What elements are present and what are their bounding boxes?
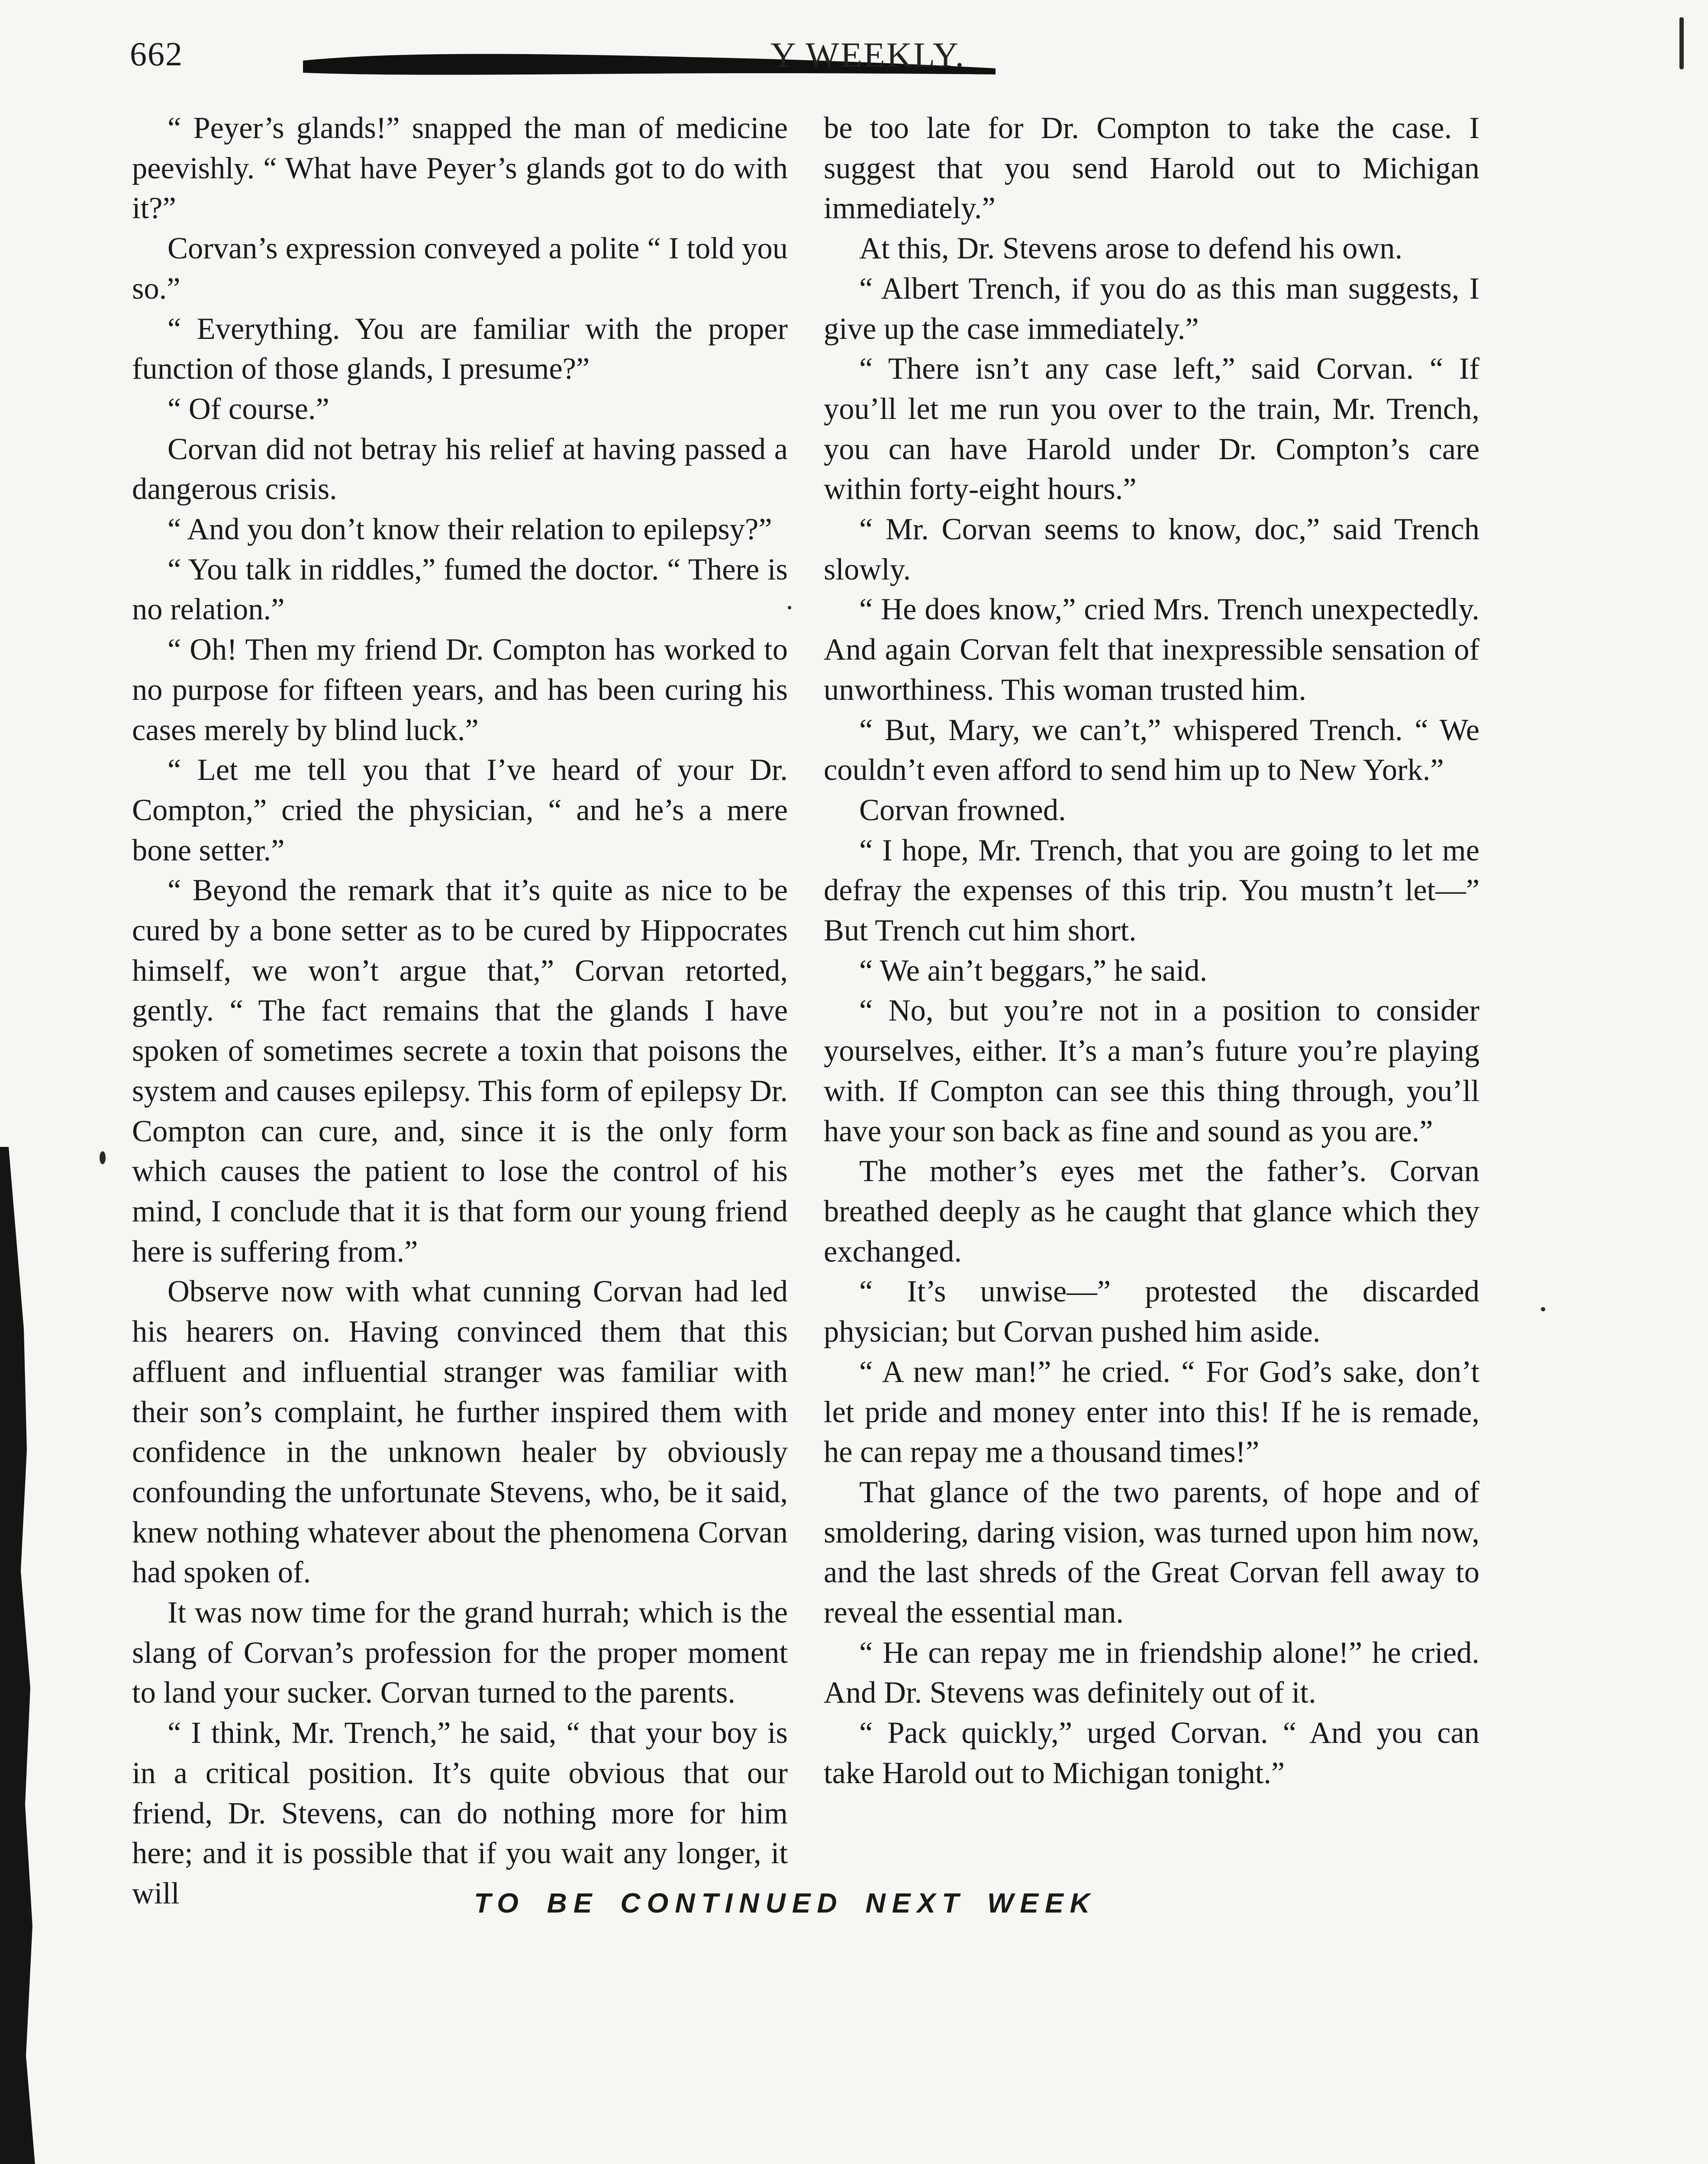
paragraph: “ I think, Mr. Trench,” he said, “ that your boy is in a critical position. It’s quite obvious that our friend, Dr. Stevens, can do nothing more for him here; and it is possible that if you wait any longer, it will (132, 1716, 788, 1910)
paragraph: Observe now with what cunning Corvan had led his hearers on. Having convinced them that this affluent and influential stranger was familiar with their son’s complaint, he further inspired them with confidence in the unknown healer by obviously confounding the unfortunate Stevens, who, be it said, knew nothing whatever about the phenomena Corvan had spoken of. (132, 1275, 788, 1590)
paragraph: “ Oh! Then my friend Dr. Compton has worked to no purpose for fifteen years, and has been curing his cases merely by blind luck.” (132, 633, 788, 747)
right-column (824, 108, 1479, 1794)
paragraph: “ Everything. You are familiar with the proper function of those glands, I presume?” (132, 312, 788, 386)
paragraph: “ He does know,” cried Mrs. Trench unexpectedly. And again Corvan felt that inexpressible sensation of unworthiness. This woman trusted him. (824, 593, 1479, 707)
ink-speck (1679, 17, 1684, 69)
paragraph: “ But, Mary, we can’t,” whispered Trench. “ We couldn’t even afford to send him up to New York.” (824, 713, 1479, 787)
paragraph: “ Pack quickly,” urged Corvan. “ And you can take Harold out to Michigan tonight.” (824, 1716, 1479, 1790)
ink-speck (788, 606, 791, 609)
paragraph: “ Beyond the remark that it’s quite as nice to be cured by a bone setter as to be cured by Hippocrates himself, we won’t argue that,” Corvan retorted, gently. “ The fact remains that the glands I have spoken of sometimes secrete a toxin that poisons the system and causes epilepsy. This form of epilepsy Dr. Compton can cure, and, since it is the only form which causes the patient to lose the control of his mind, I conclude that it is that form our young friend here is suffering from.” (132, 873, 788, 1269)
paragraph: “ A new man!” he cried. “ For God’s sake, don’t let pride and money enter into this! If he is remade, he can repay me a thousand times!” (824, 1355, 1479, 1469)
page-header (130, 30, 1203, 108)
paragraph: Corvan did not betray his relief at having passed a dangerous crisis. (132, 432, 788, 506)
continued-notice: TO BE CONTINUED NEXT WEEK (474, 1887, 1096, 1919)
paragraph: “ Of course.” (168, 392, 329, 426)
paragraph: Corvan’s expression conveyed a polite “ I told you so.” (132, 232, 788, 306)
page-number: 662 (130, 35, 183, 73)
paragraph: It was now time for the grand hurrah; which is the slang of Corvan’s profession for the proper moment to land your sucker. Corvan turned to the parents. (132, 1596, 788, 1710)
paragraph: “ Let me tell you that I’ve heard of your Dr. Compton,” cried the physician, “ and he’s a mere bone setter.” (132, 753, 788, 867)
paragraph: “ There isn’t any case left,” said Corvan. “ If you’ll let me run you over to the train, Mr. Trench, you can have Harold under Dr. Compton’s care within forty-eight hours.” (824, 352, 1479, 506)
running-title: Y WEEKLY. (770, 35, 966, 74)
paragraph: “ It’s unwise—” protested the discarded physician; but Corvan pushed him aside. (824, 1275, 1479, 1349)
torn-page-edge (0, 1147, 56, 2164)
paragraph: “ And you don’t know their relation to epilepsy?” (168, 512, 772, 547)
paragraph: “ He can repay me in friendship alone!” he cried. And Dr. Stevens was definitely out of it. (824, 1636, 1479, 1710)
paragraph: That glance of the two parents, of hope and of smoldering, daring vision, was turned upon him now, and the last shreds of the Great Corvan fell away to reveal the essential man. (824, 1475, 1479, 1630)
paragraph: “ No, but you’re not in a position to consider yourselves, either. It’s a man’s future you’re playing with. If Compton can see this thing through, you’ll have your son back as fine and sound as you are.” (824, 994, 1479, 1148)
paragraph: “ I hope, Mr. Trench, that you are going to let me defray the expenses of this trip. You mustn’t let—” But Trench cut him short. (824, 833, 1479, 948)
paragraph: “ Albert Trench, if you do as this man suggests, I give up the case immediately.” (824, 271, 1479, 346)
ink-speck (1541, 1307, 1545, 1311)
left-column (132, 108, 788, 1914)
paragraph: “ You talk in riddles,” fumed the doctor. “ There is no relation.” (132, 552, 788, 627)
paragraph: “ We ain’t beggars,” he said. (859, 953, 1208, 988)
paragraph: Corvan frowned. (859, 793, 1066, 827)
paragraph: “ Mr. Corvan seems to know, doc,” said Trench slowly. (824, 512, 1479, 586)
paragraph: “ Peyer’s glands!” snapped the man of medicine peevishly. “ What have Peyer’s glands got to do with it?” (132, 111, 788, 225)
ink-speck (100, 1151, 106, 1164)
paragraph: At this, Dr. Stevens arose to defend his own. (859, 232, 1403, 266)
paragraph: be too late for Dr. Compton to take the case. I suggest that you send Harold out to Michigan immediately.” (824, 111, 1479, 225)
paragraph: The mother’s eyes met the father’s. Corvan breathed deeply as he caught that glance which they exchanged. (824, 1154, 1479, 1269)
